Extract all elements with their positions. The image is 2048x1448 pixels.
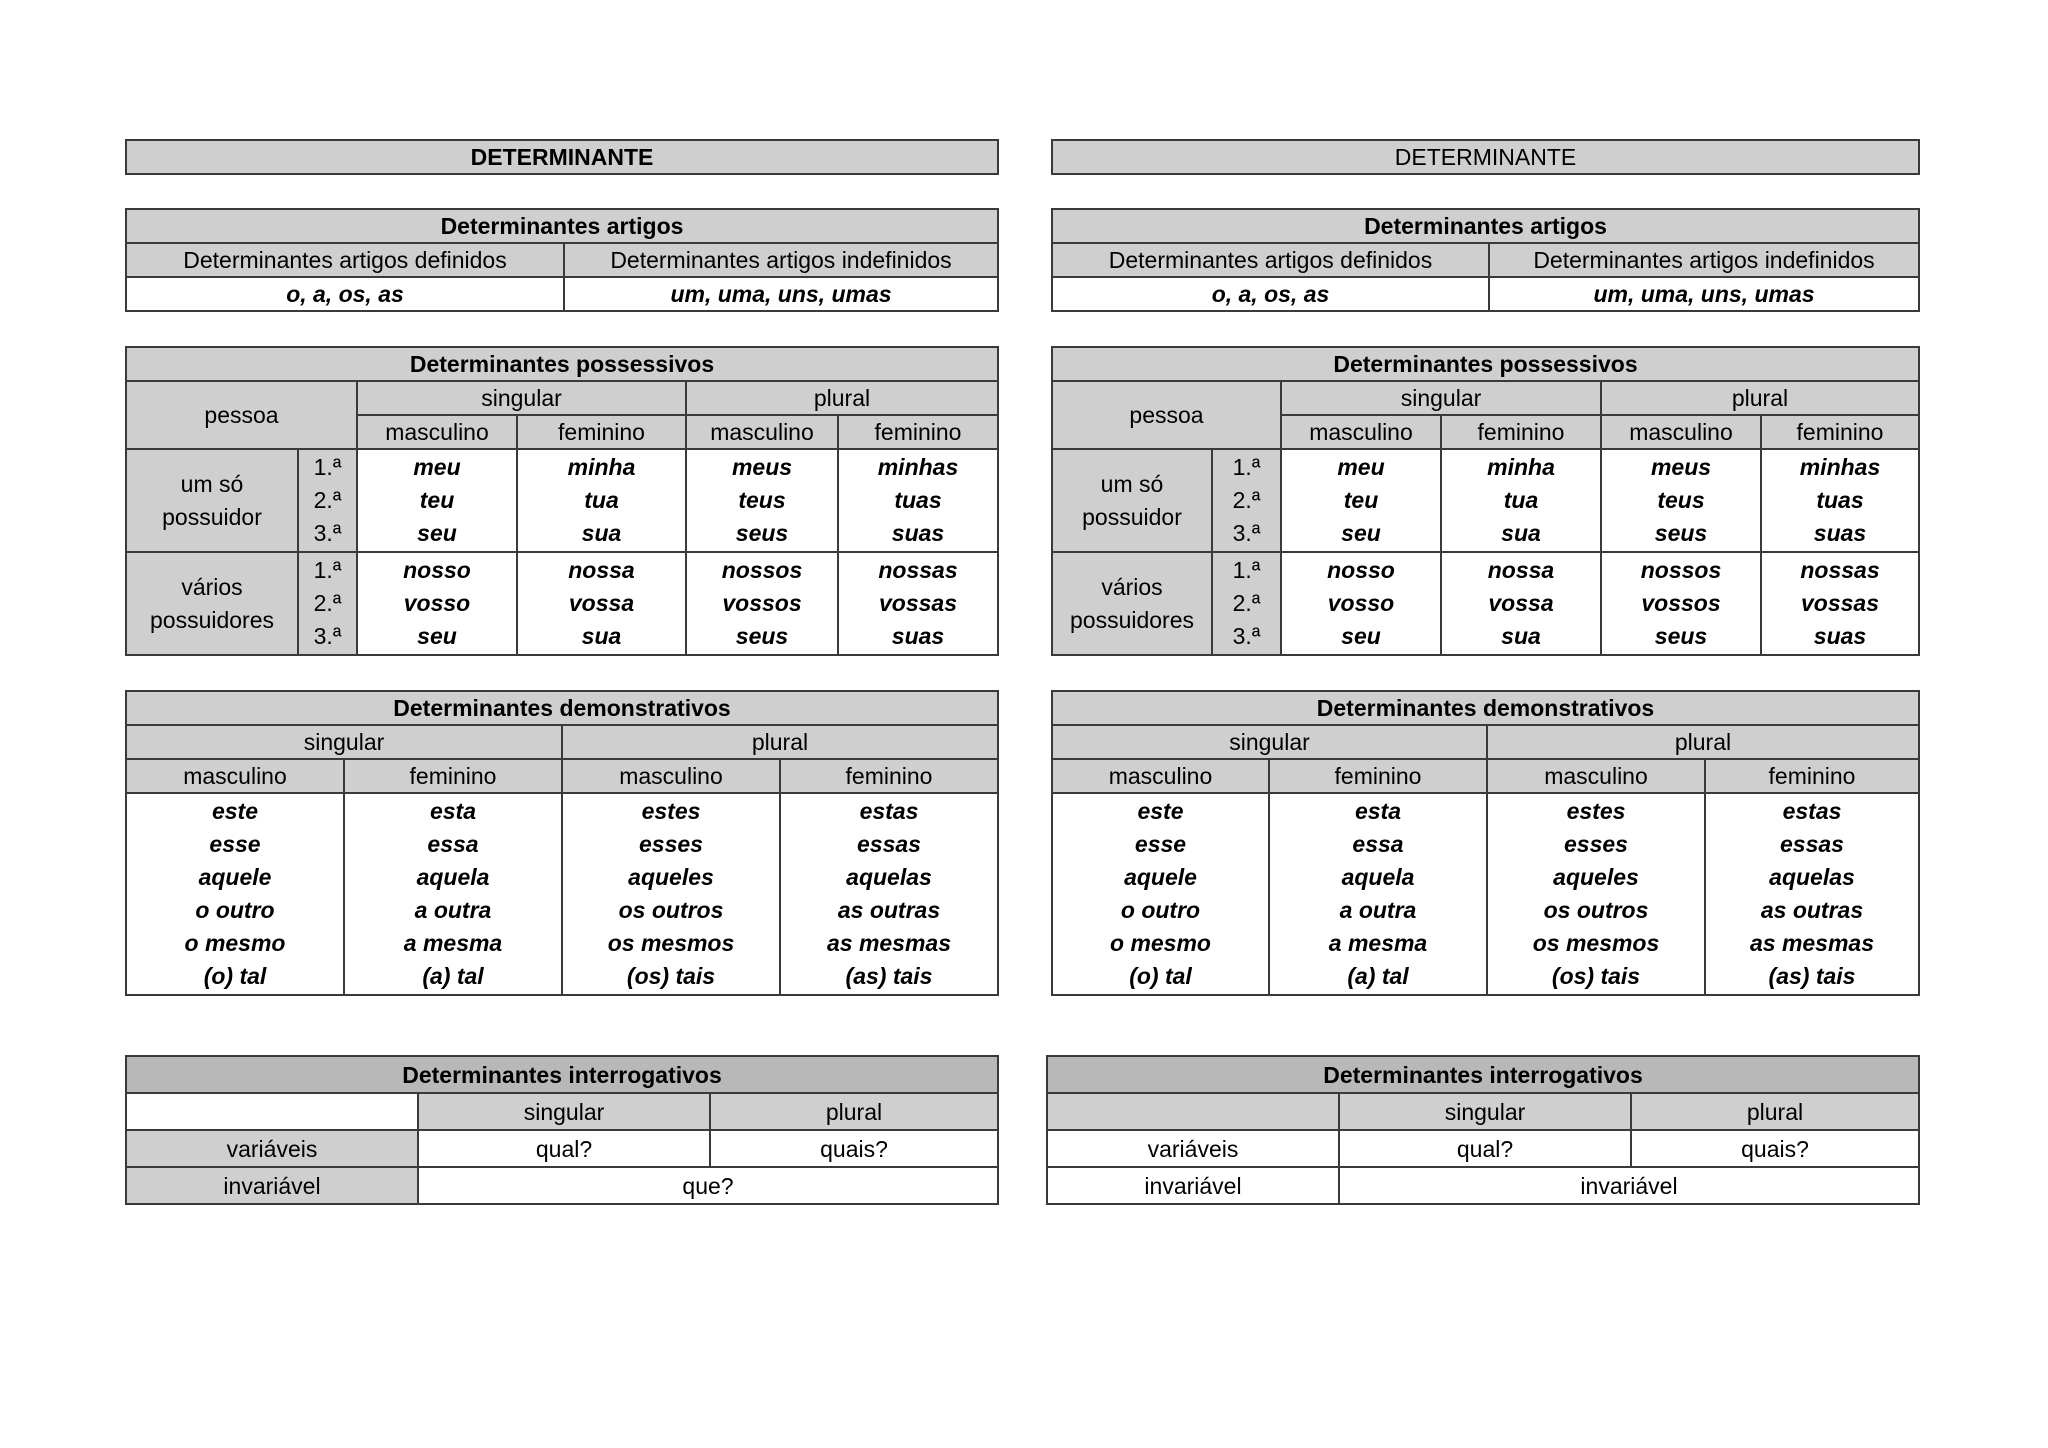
feminino-header: feminino — [517, 415, 686, 449]
group-label: um só possuidor — [1052, 449, 1212, 552]
quais-value: quais? — [710, 1130, 998, 1167]
possessivos-title: Determinantes possessivos — [1052, 347, 1919, 381]
pl-masc-cell: nossos vossos seus — [686, 552, 838, 655]
invariavel-value: que? — [418, 1167, 998, 1204]
group-label: vários possuidores — [1052, 552, 1212, 655]
person-labels: 1.ª 2.ª 3.ª — [298, 449, 357, 552]
masculino-header: masculino — [562, 759, 780, 793]
interrogativos-table — [1046, 1055, 1920, 1205]
feminino-header: feminino — [1705, 759, 1919, 793]
possessivos-group-row — [1052, 552, 1919, 655]
plural-header: plural — [1631, 1093, 1919, 1130]
pl-fem-cell: nossas vossas suas — [838, 552, 998, 655]
artigos-indefinidos-header: Determinantes artigos indefinidos — [564, 243, 998, 277]
pl-masc-cell: meus teus seus — [686, 449, 838, 552]
masculino-header: masculino — [1601, 415, 1761, 449]
artigos-table — [125, 208, 999, 312]
masculino-header: masculino — [1052, 759, 1269, 793]
variaveis-label: variáveis — [1047, 1130, 1339, 1167]
masculino-header: masculino — [357, 415, 517, 449]
sing-masc-cell: meu teu seu — [357, 449, 517, 552]
feminino-header: feminino — [1761, 415, 1919, 449]
sing-fem-cell: minha tua sua — [517, 449, 686, 552]
feminino-header: feminino — [1441, 415, 1601, 449]
demonstrativos-title: Determinantes demonstrativos — [1052, 691, 1919, 725]
singular-header: singular — [1339, 1093, 1631, 1130]
possessivos-group-row — [126, 552, 998, 655]
header-title: DETERMINANTE — [126, 140, 998, 174]
possessivos-title: Determinantes possessivos — [126, 347, 998, 381]
group-label: vários possuidores — [126, 552, 298, 655]
sing-masc-cell: este esse aquele o outro o mesmo (o) tal — [1052, 793, 1269, 995]
pl-masc-cell: estes esses aqueles os outros os mesmos (os) tais — [1487, 793, 1705, 995]
pl-masc-cell: meus teus seus — [1601, 449, 1761, 552]
artigos-indefinidos-value: um, uma, uns, umas — [1489, 277, 1919, 311]
sing-fem-cell: esta essa aquela a outra a mesma (a) tal — [1269, 793, 1487, 995]
quais-value: quais? — [1631, 1130, 1919, 1167]
feminino-header: feminino — [344, 759, 562, 793]
masculino-header: masculino — [126, 759, 344, 793]
possessivos-group-row — [126, 449, 998, 552]
feminino-header: feminino — [1269, 759, 1487, 793]
possessivos-table — [1051, 346, 1920, 656]
left-column — [125, 0, 999, 1448]
sing-fem-cell: nossa vossa sua — [1441, 552, 1601, 655]
feminino-header: feminino — [780, 759, 998, 793]
right-column — [1051, 0, 1920, 1448]
pl-fem-cell: estas essas aquelas as outras as mesmas (as) tais — [780, 793, 998, 995]
qual-value: qual? — [418, 1130, 710, 1167]
artigos-definidos-header: Determinantes artigos definidos — [126, 243, 564, 277]
singular-header: singular — [1052, 725, 1487, 759]
masculino-header: masculino — [686, 415, 838, 449]
possessivos-group-row — [1052, 449, 1919, 552]
empty-cell — [126, 1093, 418, 1130]
singular-header: singular — [357, 381, 686, 415]
singular-header: singular — [418, 1093, 710, 1130]
singular-header: singular — [126, 725, 562, 759]
variaveis-label: variáveis — [126, 1130, 418, 1167]
plural-header: plural — [710, 1093, 998, 1130]
artigos-table — [1051, 208, 1920, 312]
demonstrativos-table — [125, 690, 999, 996]
sing-fem-cell: nossa vossa sua — [517, 552, 686, 655]
sing-fem-cell: minha tua sua — [1441, 449, 1601, 552]
empty-cell — [1047, 1093, 1339, 1130]
invariavel-label: invariável — [126, 1167, 418, 1204]
pessoa-header: pessoa — [126, 381, 357, 449]
determinante-header — [125, 139, 999, 175]
sing-masc-cell: nosso vosso seu — [1281, 552, 1441, 655]
masculino-header: masculino — [1487, 759, 1705, 793]
person-labels: 1.ª 2.ª 3.ª — [298, 552, 357, 655]
plural-header: plural — [1601, 381, 1919, 415]
artigos-definidos-header: Determinantes artigos definidos — [1052, 243, 1489, 277]
demonstrativos-title: Determinantes demonstrativos — [126, 691, 998, 725]
header-title: DETERMINANTE — [1052, 140, 1919, 174]
demonstrativos-table — [1051, 690, 1920, 996]
invariavel-label: invariável — [1047, 1167, 1339, 1204]
masculino-header: masculino — [1281, 415, 1441, 449]
interrogativos-title: Determinantes interrogativos — [126, 1056, 998, 1093]
plural-header: plural — [1487, 725, 1919, 759]
plural-header: plural — [562, 725, 998, 759]
artigos-definidos-value: o, a, os, as — [126, 277, 564, 311]
sing-masc-cell: este esse aquele o outro o mesmo (o) tal — [126, 793, 344, 995]
person-labels: 1.ª 2.ª 3.ª — [1212, 552, 1281, 655]
pl-masc-cell: estes esses aqueles os outros os mesmos (os) tais — [562, 793, 780, 995]
artigos-title: Determinantes artigos — [1052, 209, 1919, 243]
feminino-header: feminino — [838, 415, 998, 449]
pl-fem-cell: minhas tuas suas — [838, 449, 998, 552]
artigos-indefinidos-value: um, uma, uns, umas — [564, 277, 998, 311]
group-label: um só possuidor — [126, 449, 298, 552]
artigos-indefinidos-header: Determinantes artigos indefinidos — [1489, 243, 1919, 277]
qual-value: qual? — [1339, 1130, 1631, 1167]
sing-fem-cell: esta essa aquela a outra a mesma (a) tal — [344, 793, 562, 995]
artigos-definidos-value: o, a, os, as — [1052, 277, 1489, 311]
determinante-header — [1051, 139, 1920, 175]
interrogativos-table — [125, 1055, 999, 1205]
pl-fem-cell: nossas vossas suas — [1761, 552, 1919, 655]
sing-masc-cell: meu teu seu — [1281, 449, 1441, 552]
invariavel-value: invariável — [1339, 1167, 1919, 1204]
artigos-title: Determinantes artigos — [126, 209, 998, 243]
pl-fem-cell: estas essas aquelas as outras as mesmas (as) tais — [1705, 793, 1919, 995]
pessoa-header: pessoa — [1052, 381, 1281, 449]
singular-header: singular — [1281, 381, 1601, 415]
pl-fem-cell: minhas tuas suas — [1761, 449, 1919, 552]
possessivos-table — [125, 346, 999, 656]
person-labels: 1.ª 2.ª 3.ª — [1212, 449, 1281, 552]
sing-masc-cell: nosso vosso seu — [357, 552, 517, 655]
interrogativos-title: Determinantes interrogativos — [1047, 1056, 1919, 1093]
pl-masc-cell: nossos vossos seus — [1601, 552, 1761, 655]
plural-header: plural — [686, 381, 998, 415]
